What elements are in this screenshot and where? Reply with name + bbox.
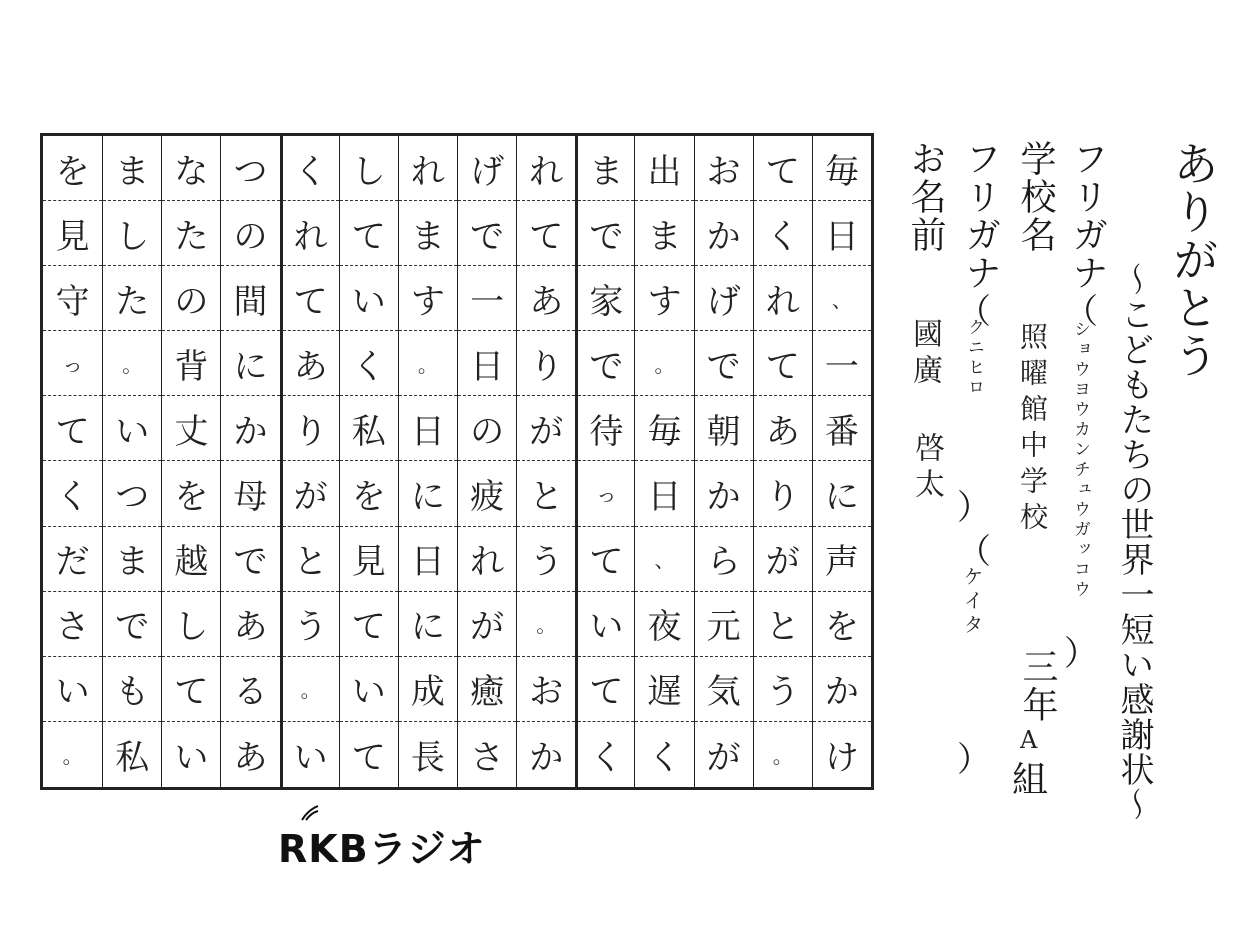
manuscript-column xyxy=(280,136,339,787)
manuscript-cell: 元 xyxy=(695,592,753,657)
manuscript-cell: あ xyxy=(517,266,575,331)
manuscript-cell: ま xyxy=(103,527,161,592)
manuscript-cell: か xyxy=(695,201,753,266)
manuscript-cell: り xyxy=(283,396,339,461)
manuscript-cell: で xyxy=(578,331,634,396)
paren-close: ） xyxy=(957,740,991,780)
manuscript-cell: り xyxy=(517,331,575,396)
manuscript-cell: に xyxy=(399,592,457,657)
manuscript-cell: れ xyxy=(754,266,812,331)
class-suffix: 組 xyxy=(1012,760,1051,801)
manuscript-cell: で xyxy=(458,201,516,266)
manuscript-cell: ら xyxy=(695,527,753,592)
manuscript-cell: く xyxy=(754,201,812,266)
manuscript-cell: が xyxy=(458,592,516,657)
manuscript-column xyxy=(457,136,516,787)
manuscript-cell: し xyxy=(103,201,161,266)
family-furigana-value: クニヒロ xyxy=(964,318,984,398)
manuscript-cell: け xyxy=(824,737,859,778)
manuscript-column xyxy=(398,136,457,787)
manuscript-column xyxy=(43,136,102,787)
school-name-value: 照曜館中学校 xyxy=(1016,322,1049,538)
manuscript-cell: に xyxy=(399,461,457,526)
manuscript-cell: れ xyxy=(517,136,575,201)
manuscript-cell: つ xyxy=(103,461,161,526)
manuscript-cell: に xyxy=(221,331,279,396)
manuscript-cell: て xyxy=(754,136,812,201)
manuscript-cell: 私 xyxy=(115,737,150,778)
manuscript-column xyxy=(220,136,279,787)
given-furigana-value: ケイタ xyxy=(960,566,984,638)
manuscript-cell: お xyxy=(695,136,753,201)
manuscript-cell: あ xyxy=(283,331,339,396)
school-furigana-value: ショウヨウカンチュウガッコウ xyxy=(1070,320,1090,600)
manuscript-cell: う xyxy=(283,592,339,657)
manuscript-cell: 家 xyxy=(578,266,634,331)
manuscript-cell: 成 xyxy=(399,657,457,722)
manuscript-cell: 日 xyxy=(458,331,516,396)
manuscript-cell: お xyxy=(517,657,575,722)
manuscript-cell: い xyxy=(43,657,102,722)
manuscript-cell: を xyxy=(813,592,871,657)
manuscript-cell: く xyxy=(283,136,339,201)
manuscript-cell: に xyxy=(813,461,871,526)
name-furigana-label: フリガナ xyxy=(960,140,1001,292)
manuscript-cell: て xyxy=(43,396,102,461)
family-name-value: 國廣 xyxy=(907,318,942,390)
manuscript-cell: 背 xyxy=(162,331,220,396)
manuscript-cell: 声 xyxy=(813,527,871,592)
manuscript-cell: て xyxy=(754,331,812,396)
manuscript-cell: て xyxy=(283,266,339,331)
manuscript-cell: の xyxy=(458,396,516,461)
manuscript-cell: 。 xyxy=(62,743,83,768)
manuscript-column xyxy=(102,136,161,787)
manuscript-cell: か xyxy=(695,461,753,526)
card-subtitle: 〜こどもたちの世界一短い感謝状〜 xyxy=(1114,262,1154,822)
manuscript-cell: も xyxy=(103,657,161,722)
manuscript-cell: っ xyxy=(578,461,634,526)
manuscript-cell: 日 xyxy=(635,461,693,526)
manuscript-cell: れ xyxy=(283,201,339,266)
manuscript-cell: て xyxy=(162,657,220,722)
manuscript-cell: を xyxy=(43,136,102,201)
paren-open: （ xyxy=(957,292,991,332)
manuscript-cell: 出 xyxy=(635,136,693,201)
manuscript-cell: い xyxy=(340,657,398,722)
manuscript-cell: 朝 xyxy=(695,396,753,461)
manuscript-cell: で xyxy=(578,201,634,266)
manuscript-column xyxy=(575,136,634,787)
manuscript-cell: を xyxy=(340,461,398,526)
manuscript-cell: い xyxy=(578,592,634,657)
rkb-radio-logo: RKBラジオ xyxy=(278,827,486,871)
manuscript-cell: の xyxy=(162,266,220,331)
manuscript-cell: 気 xyxy=(695,657,753,722)
manuscript-cell: 越 xyxy=(162,527,220,592)
manuscript-cell: 待 xyxy=(578,396,634,461)
manuscript-cell: だ xyxy=(43,527,102,592)
manuscript-cell: 日 xyxy=(399,396,457,461)
manuscript-cell: 見 xyxy=(43,201,102,266)
manuscript-cell: と xyxy=(754,592,812,657)
manuscript-cell: が xyxy=(706,737,741,778)
manuscript-cell: あ xyxy=(221,592,279,657)
manuscript-cell: 、 xyxy=(635,527,693,592)
manuscript-cell: 一 xyxy=(458,266,516,331)
manuscript-column xyxy=(339,136,398,787)
manuscript-cell: ま xyxy=(578,136,634,201)
manuscript-cell: 。 xyxy=(399,331,457,396)
manuscript-cell: し xyxy=(162,592,220,657)
manuscript-cell: げ xyxy=(458,136,516,201)
manuscript-cell: て xyxy=(517,201,575,266)
manuscript-cell: い xyxy=(340,266,398,331)
manuscript-cell: 疲 xyxy=(458,461,516,526)
manuscript-cell: さ xyxy=(43,592,102,657)
manuscript-cell: う xyxy=(754,657,812,722)
manuscript-cell: っ xyxy=(43,331,102,396)
manuscript-cell: く xyxy=(647,737,682,778)
manuscript-cell: の xyxy=(221,201,279,266)
manuscript-cell: 。 xyxy=(283,657,339,722)
manuscript-cell: で xyxy=(221,527,279,592)
school-label: 学校名 xyxy=(1015,140,1056,254)
manuscript-cell: 一 xyxy=(813,331,871,396)
manuscript-cell: で xyxy=(103,592,161,657)
manuscript-cell: て xyxy=(340,592,398,657)
manuscript-cell: 日 xyxy=(399,527,457,592)
manuscript-cell: 日 xyxy=(813,201,871,266)
manuscript-cell: れ xyxy=(399,136,457,201)
manuscript-column xyxy=(161,136,220,787)
manuscript-cell: 守 xyxy=(43,266,102,331)
manuscript-cell: か xyxy=(813,657,871,722)
school-furigana-label: フリガナ xyxy=(1067,140,1108,292)
manuscript-cell: 遅 xyxy=(635,657,693,722)
manuscript-grid xyxy=(40,133,874,790)
manuscript-cell: る xyxy=(221,657,279,722)
manuscript-cell: あ xyxy=(233,737,268,778)
manuscript-cell: か xyxy=(221,396,279,461)
paren-close: ） xyxy=(957,488,991,528)
manuscript-cell: が xyxy=(754,527,812,592)
manuscript-cell: た xyxy=(162,201,220,266)
manuscript-cell: ま xyxy=(399,201,457,266)
manuscript-cell: 私 xyxy=(340,396,398,461)
manuscript-cell: い xyxy=(174,737,209,778)
manuscript-cell: つ xyxy=(221,136,279,201)
manuscript-cell: て xyxy=(578,527,634,592)
manuscript-column xyxy=(694,136,753,787)
manuscript-cell: あ xyxy=(754,396,812,461)
manuscript-cell: 間 xyxy=(221,266,279,331)
name-label: お名前 xyxy=(905,140,946,254)
manuscript-cell: 。 xyxy=(103,331,161,396)
manuscript-cell: が xyxy=(283,461,339,526)
manuscript-cell: く xyxy=(589,737,624,778)
manuscript-cell: す xyxy=(635,266,693,331)
class-letter: A xyxy=(1020,726,1038,754)
manuscript-cell: 癒 xyxy=(458,657,516,722)
manuscript-cell: か xyxy=(529,737,564,778)
manuscript-cell: り xyxy=(754,461,812,526)
manuscript-cell: 毎 xyxy=(813,136,871,201)
manuscript-cell: い xyxy=(293,737,328,778)
manuscript-cell: 。 xyxy=(772,743,793,768)
manuscript-cell: て xyxy=(578,657,634,722)
manuscript-cell: ま xyxy=(635,201,693,266)
grade-value: 三年 xyxy=(1017,648,1058,724)
manuscript-cell: 丈 xyxy=(162,396,220,461)
manuscript-cell: で xyxy=(695,331,753,396)
manuscript-cell: 。 xyxy=(635,331,693,396)
manuscript-cell: 長 xyxy=(410,737,445,778)
manuscript-cell: と xyxy=(517,461,575,526)
manuscript-cell: た xyxy=(103,266,161,331)
manuscript-column xyxy=(812,136,871,787)
paren-close: ） xyxy=(1064,634,1098,674)
manuscript-cell: が xyxy=(517,396,575,461)
card-title: ありがとう xyxy=(1166,140,1220,380)
manuscript-cell: を xyxy=(162,461,220,526)
manuscript-cell: 夜 xyxy=(635,592,693,657)
paren-open: （ xyxy=(1064,292,1098,332)
manuscript-cell: て xyxy=(351,737,386,778)
manuscript-cell: げ xyxy=(695,266,753,331)
manuscript-cell: な xyxy=(162,136,220,201)
manuscript-cell: く xyxy=(340,331,398,396)
manuscript-cell: 。 xyxy=(517,592,575,657)
given-name-value: 啓太 xyxy=(909,432,944,504)
manuscript-cell: く xyxy=(43,461,102,526)
manuscript-cell: 毎 xyxy=(635,396,693,461)
manuscript-column xyxy=(753,136,812,787)
manuscript-cell: 番 xyxy=(813,396,871,461)
manuscript-cell: ま xyxy=(103,136,161,201)
manuscript-cell: 見 xyxy=(340,527,398,592)
manuscript-cell: 母 xyxy=(221,461,279,526)
manuscript-cell: さ xyxy=(470,737,505,778)
manuscript-cell: 、 xyxy=(813,266,871,331)
manuscript-column xyxy=(634,136,693,787)
manuscript-cell: て xyxy=(340,201,398,266)
paren-open: （ xyxy=(957,532,991,572)
manuscript-cell: と xyxy=(283,527,339,592)
manuscript-cell: れ xyxy=(458,527,516,592)
manuscript-cell: う xyxy=(517,527,575,592)
manuscript-column xyxy=(516,136,575,787)
manuscript-cell: す xyxy=(399,266,457,331)
manuscript-cell: し xyxy=(340,136,398,201)
manuscript-cell: い xyxy=(103,396,161,461)
